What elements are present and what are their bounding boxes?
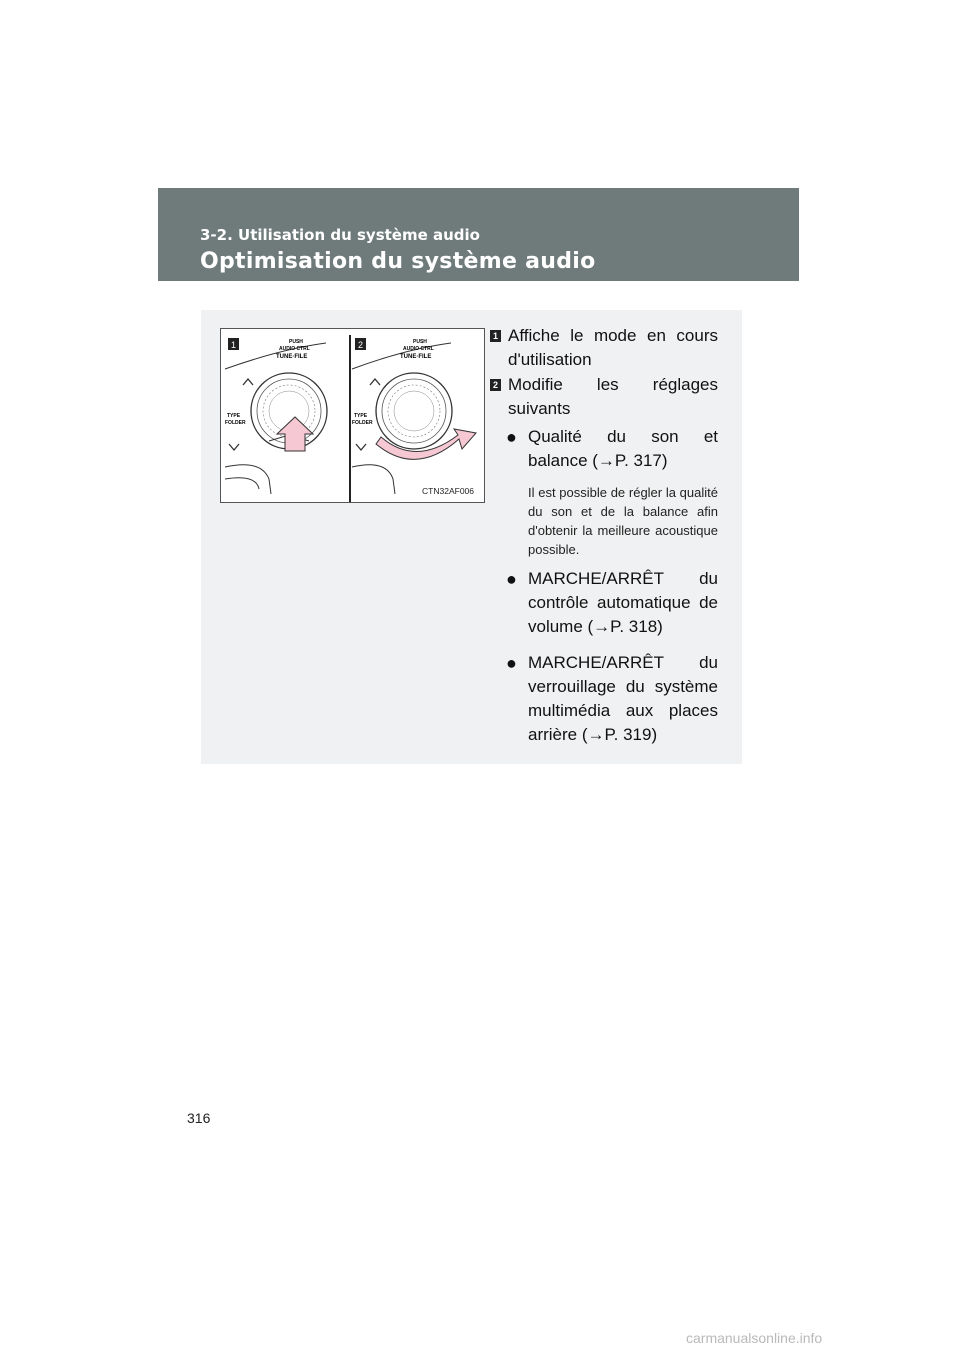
push-label-1: PUSH	[289, 339, 303, 345]
number-badge: 1	[490, 330, 501, 342]
page-title: Optimisation du système audio	[200, 249, 596, 274]
item-text: Modifie les réglages suivants	[508, 375, 718, 418]
folder-label-1: FOLDER	[225, 420, 246, 426]
up-arrow-icon	[243, 379, 253, 385]
figure-code: CTN32AF006	[422, 486, 474, 496]
instructions	[490, 324, 718, 747]
list-item	[490, 324, 718, 372]
bullet-item	[490, 567, 718, 639]
section-label: 3-2. Utilisation du système audio	[200, 226, 480, 244]
bullet-item	[490, 425, 718, 473]
down-arrow-icon-2	[356, 444, 366, 450]
number-badge: 2	[490, 379, 501, 391]
tune-label-2: TUNE·FILE	[400, 354, 432, 360]
audio-label-2: AUDIO CTRL	[403, 346, 434, 352]
list-item	[490, 373, 718, 421]
figure-badge-1: 1	[230, 340, 237, 350]
bullet-item	[490, 651, 718, 747]
bullet-icon: ●	[506, 427, 517, 447]
folder-label-2: FOLDER	[352, 420, 373, 426]
bullet-text: Qualité du son et balance (→P. 317)	[528, 427, 718, 470]
bullet-icon: ●	[506, 569, 517, 589]
watermark: carmanualsonline.info	[686, 1330, 823, 1346]
tune-label-1: TUNE·FILE	[276, 354, 308, 360]
note-text: Il est possible de régler la qualité du son et de la balance afin d'obtenir la meilleure acoustique possible.	[528, 485, 718, 557]
type-label-2: TYPE	[354, 413, 368, 419]
chapter-header	[158, 188, 799, 281]
push-label-2: PUSH	[413, 339, 427, 345]
bullet-icon: ●	[506, 653, 517, 673]
down-arrow-icon	[229, 444, 239, 450]
knob-illustration	[220, 328, 485, 503]
content-panel	[201, 310, 742, 764]
type-label-1: TYPE	[227, 413, 241, 419]
item-text: Affiche le mode en cours d'utilisation	[508, 326, 718, 369]
page-number: 316	[187, 1110, 211, 1126]
knob-drawing	[221, 329, 484, 502]
up-arrow-icon-2	[370, 379, 380, 385]
audio-label-1: AUDIO CTRL	[279, 346, 310, 352]
figure-badge-2: 2	[357, 340, 364, 350]
bullet-text: MARCHE/ARRÊT du contrôle automatique de volume (→P. 318)	[528, 569, 718, 636]
bullet-text: MARCHE/ARRÊT du verrouillage du système multimédia aux places arrière (→P. 319)	[528, 653, 718, 744]
